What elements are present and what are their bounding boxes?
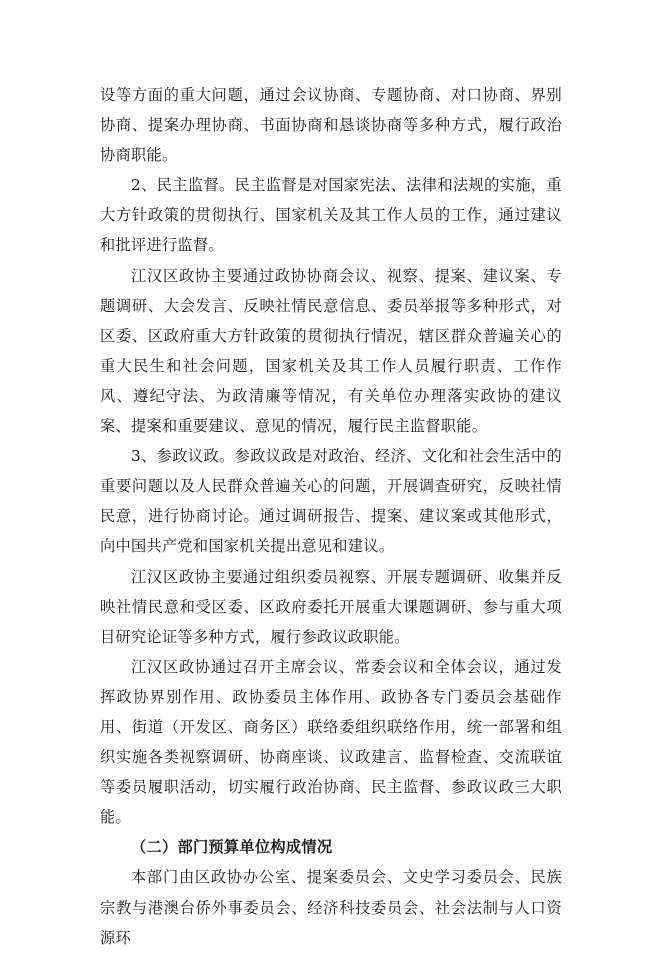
paragraph-participation-methods: 江汉区政协主要通过组织委员视察、开展专题调研、收集并反映社情民意和受区委、区政府委托开展重大课题调研、参与重大项目研究论证等多种方式，履行参政议政职能。: [100, 567, 562, 646]
paragraph-consultation-continued: 设等方面的重大问题，通过会议协商、专题协商、对口协商、界别协商、提案办理协商、书面协商和恳谈协商等多种方式，履行政治协商职能。: [100, 86, 562, 165]
paragraph-supervision-methods: 江汉区政协主要通过政协协商会议、视察、提案、建议案、专题调研、大会发言、反映社情民意信息、委员举报等多种形式，对区委、区政府重大方针政策的贯彻执行情况，辖区群众普遍关心的重大民生和社会问题，国家机关及其工作人员履行职责、工作作风、遵纪守法、为政清廉等情况，有关单位办理落实政协的建议案、提案和重要建议、意见的情况，履行民主监督职能。: [100, 266, 562, 436]
document-body: [100, 80, 562, 953]
paragraph-three-functions: 江汉区政协通过召开主席会议、常委会议和全体会议，通过发挥政协界别作用、政协委员主体作用、政协各专门委员会基础作用、街道（开发区、商务区）联络委组织联络作用，统一部署和组织实施各类视察调研、协商座谈、议政建言、监督检查、交流联谊等委员履职活动，切实履行政治协商、民主监督、参政议政三大职能。: [100, 657, 562, 827]
section-heading-budget-units: （二）部门预算单位构成情况: [131, 838, 333, 857]
paragraph-department-composition: 本部门由区政协办公室、提案委员会、文史学习委员会、民族宗教与港澳台侨外事委员会、经济科技委员会、社会法制与人口资源环: [100, 868, 562, 947]
paragraph-participation-in-politics: 3、参政议政。参政议政是对政治、经济、文化和社会生活中的重要问题以及人民群众普遍关心的问题，开展调查研究，反映社情民意，进行协商讨论。通过调研报告、提案、建议案或其他形式，向中国共产党和国家机关提出意见和建议。: [100, 447, 562, 556]
paragraph-democratic-supervision: 2、民主监督。民主监督是对国家宪法、法律和法规的实施，重大方针政策的贯彻执行、国家机关及其工作人员的工作，通过建议和批评进行监督。: [100, 176, 562, 255]
